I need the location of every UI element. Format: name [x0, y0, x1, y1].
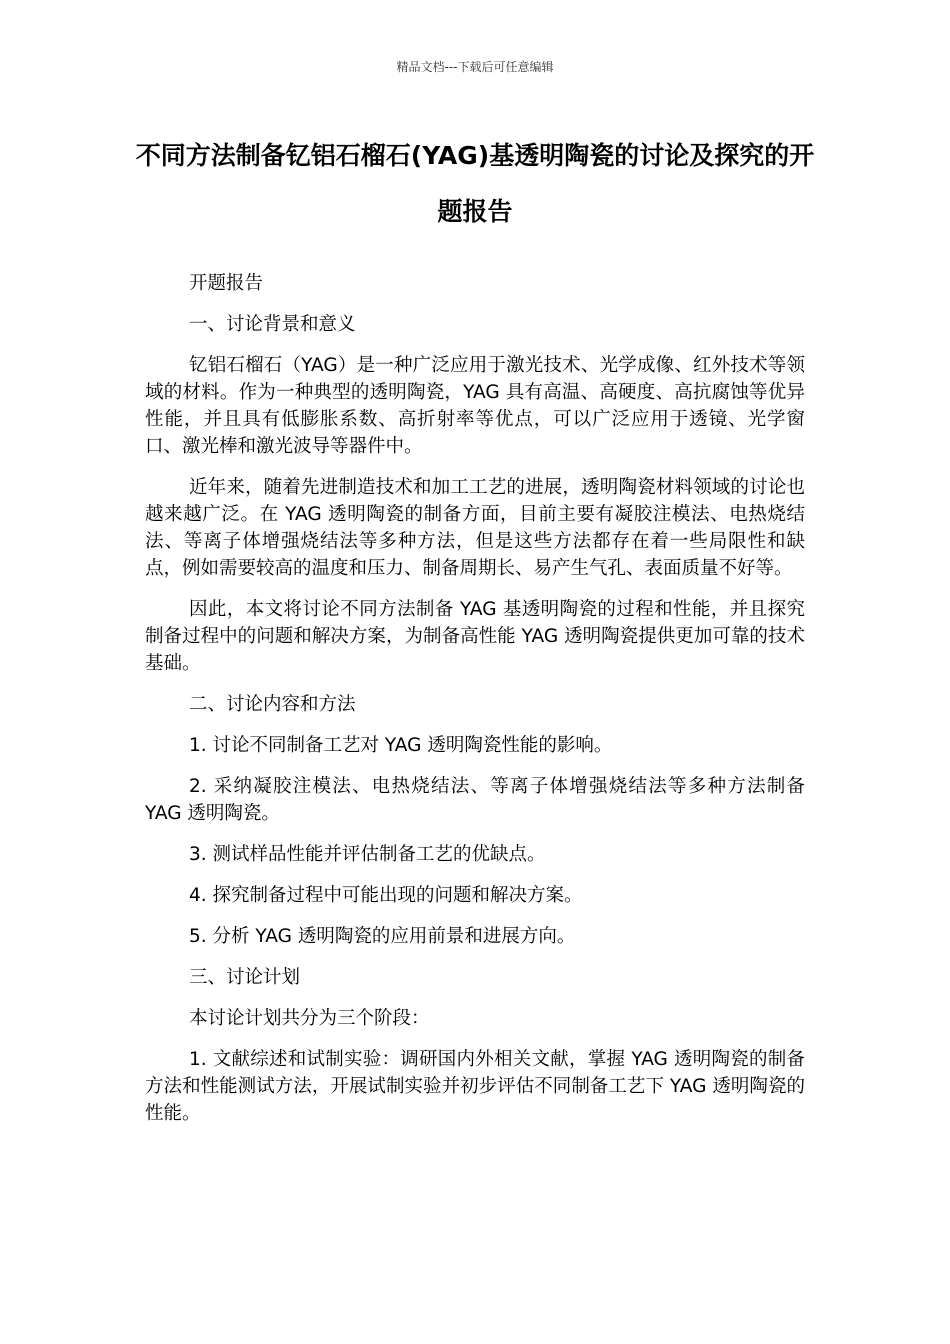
plan-stage-1: 1. 文献综述和试制实验：调研国内外相关文献，掌握 YAG 透明陶瓷的制备方法和性能测试方法，开展试制实验并初步评估不同制备工艺下 YAG 透明陶瓷的性能。 [145, 1049, 805, 1124]
section-heading-plan: 三、讨论计划 [189, 967, 301, 988]
list-item-1: 1. 讨论不同制备工艺对 YAG 透明陶瓷性能的影响。 [189, 735, 613, 756]
plan-intro: 本讨论计划共分为三个阶段： [189, 1008, 430, 1029]
paragraph-purpose: 因此，本文将讨论不同方法制备 YAG 基透明陶瓷的过程和性能，并且探究制备过程中的问题和解决方案，为制备高性能 YAG 透明陶瓷提供更加可靠的技术基础。 [145, 599, 805, 674]
page-header-note: 精品文档---下载后可任意编辑 [396, 60, 554, 74]
document-body [145, 270, 805, 1141]
paragraph-recent-progress: 近年来，随着先进制造技术和加工工艺的进展，透明陶瓷材料领域的讨论也越来越广泛。在 YAG 透明陶瓷的制备方面，目前主要有凝胶注模法、电热烧结法、等离子体增强烧结法等多种方法，但是这些方法都存在着一些局限性和缺点，例如需要较高的温度和压力、制备周期长、易产生气孔、表面质量不好等。 [145, 477, 805, 579]
section-heading-content-methods: 二、讨论内容和方法 [189, 694, 356, 715]
list-item-5: 5. 分析 YAG 透明陶瓷的应用前景和进展方向。 [189, 926, 576, 947]
report-label: 开题报告 [189, 273, 264, 294]
section-heading-background: 一、讨论背景和意义 [189, 314, 356, 335]
list-item-3: 3. 测试样品性能并评估制备工艺的优缺点。 [189, 844, 546, 865]
paragraph-yag-intro: 钇铝石榴石（YAG）是一种广泛应用于激光技术、光学成像、红外技术等领域的材料。作为一种典型的透明陶瓷，YAG 具有高温、高硬度、高抗腐蚀等优异性能，并且具有低膨胀系数、高折射率等优点，可以广泛应用于透镜、光学窗口、激光棒和激光波导等器件中。 [145, 355, 805, 457]
list-item-2: 2. 采纳凝胶注模法、电热烧结法、等离子体增强烧结法等多种方法制备 YAG 透明陶瓷。 [145, 776, 805, 824]
document-title: 不同方法制备钇铝石榴石(YAG)基透明陶瓷的讨论及探究的开题报告 [135, 141, 815, 226]
list-item-4: 4. 探究制备过程中可能出现的问题和解决方案。 [189, 885, 583, 906]
